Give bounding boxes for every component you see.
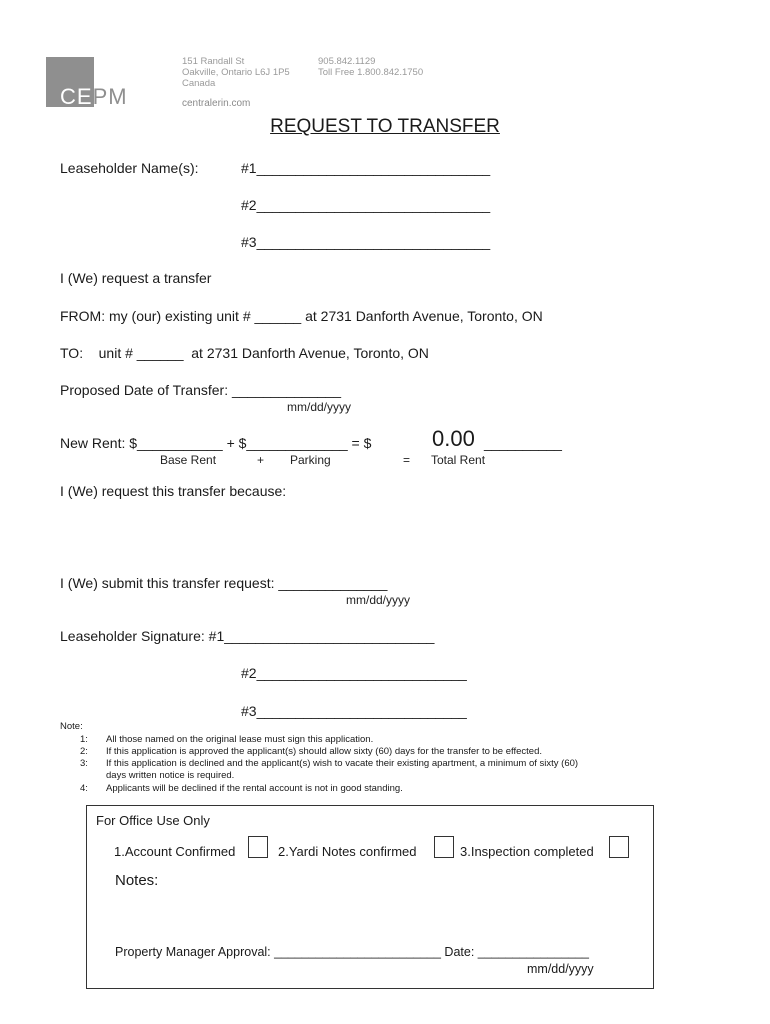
- request-intro: I (We) request a transfer: [60, 270, 212, 286]
- company-website: centralerin.com: [182, 98, 251, 109]
- note-item-continued: days written notice is required.: [106, 770, 235, 781]
- address-line-1: 151 Randall St: [182, 56, 245, 67]
- note-number: 3:: [80, 758, 88, 769]
- base-rent-hint: Base Rent: [160, 453, 217, 467]
- phone-number: 905.842.1129: [318, 56, 376, 67]
- account-confirmed-label: 1.Account Confirmed: [114, 844, 236, 859]
- total-rent-hint: Total Rent: [431, 453, 486, 467]
- document-title: REQUEST TO TRANSFER: [270, 116, 500, 137]
- company-address: [182, 56, 290, 89]
- proposed-date-hint: mm/dd/yyyy: [287, 400, 352, 414]
- parking-hint: Parking: [290, 453, 331, 467]
- equals-hint: =: [403, 453, 411, 467]
- inspection-completed-checkbox[interactable]: [609, 836, 629, 858]
- approval-date-hint: mm/dd/yyyy: [527, 962, 594, 976]
- notes-heading: Note:: [60, 721, 83, 732]
- note-number: 4:: [80, 783, 88, 794]
- proposed-date-field[interactable]: Proposed Date of Transfer: ______________: [60, 382, 341, 398]
- toll-free-number: Toll Free 1.800.842.1750: [318, 67, 424, 78]
- note-number: 2:: [80, 746, 88, 757]
- yardi-confirmed-checkbox[interactable]: [434, 836, 454, 858]
- total-rent-underline: __________: [484, 435, 562, 451]
- note-item: Applicants will be declined if the rental account is not in good standing.: [106, 783, 403, 794]
- total-rent-value: 0.00: [432, 426, 475, 451]
- plus-hint: +: [257, 453, 265, 467]
- submit-date-hint: mm/dd/yyyy: [346, 593, 411, 607]
- signature-1-field[interactable]: Leaseholder Signature: #1___________________________: [60, 628, 435, 644]
- signature-3-field[interactable]: #3___________________________: [241, 703, 467, 719]
- office-use-heading: For Office Use Only: [96, 813, 210, 828]
- signature-2-field[interactable]: #2___________________________: [241, 665, 467, 681]
- submit-date-field[interactable]: I (We) submit this transfer request: ______________: [60, 575, 388, 591]
- address-line-3: Canada: [182, 78, 216, 89]
- note-item: All those named on the original lease must sign this application.: [106, 734, 374, 745]
- to-unit-field[interactable]: TO: unit # ______ at 2731 Danforth Avenue, Toronto, ON: [60, 345, 429, 361]
- leaseholder-name-2-field[interactable]: #2______________________________: [241, 197, 491, 213]
- address-line-2: Oakville, Ontario L6J 1P5: [182, 67, 290, 78]
- yardi-confirmed-label: 2.Yardi Notes confirmed: [278, 844, 417, 859]
- new-rent-field[interactable]: New Rent: $___________ + $_____________ = $: [60, 435, 372, 451]
- logo-pm: PM: [92, 84, 128, 109]
- inspection-completed-label: 3.Inspection completed: [460, 844, 594, 859]
- leaseholder-name-1-field[interactable]: #1______________________________: [241, 160, 491, 176]
- note-number: 1:: [80, 734, 88, 745]
- logo-ce: CE: [60, 84, 93, 109]
- transfer-reason-label: I (We) request this transfer because:: [60, 483, 287, 499]
- company-logo: [60, 84, 128, 110]
- from-unit-field[interactable]: FROM: my (our) existing unit # ______ at 2731 Danforth Avenue, Toronto, ON: [60, 308, 543, 324]
- office-notes-label: Notes:: [115, 872, 159, 889]
- leaseholder-name-3-field[interactable]: #3______________________________: [241, 234, 491, 250]
- note-item: If this application is declined and the applicant(s) wish to vacate their existing apartment, a minimum of sixty (60): [106, 758, 579, 769]
- account-confirmed-checkbox[interactable]: [248, 836, 268, 858]
- manager-approval-field[interactable]: Property Manager Approval: ________________________ Date: ________________: [115, 945, 590, 959]
- leaseholder-names-label: Leaseholder Name(s):: [60, 160, 199, 176]
- note-item: If this application is approved the applicant(s) should allow sixty (60) days for the transfer to be effected.: [106, 746, 543, 757]
- company-phones: [318, 56, 423, 78]
